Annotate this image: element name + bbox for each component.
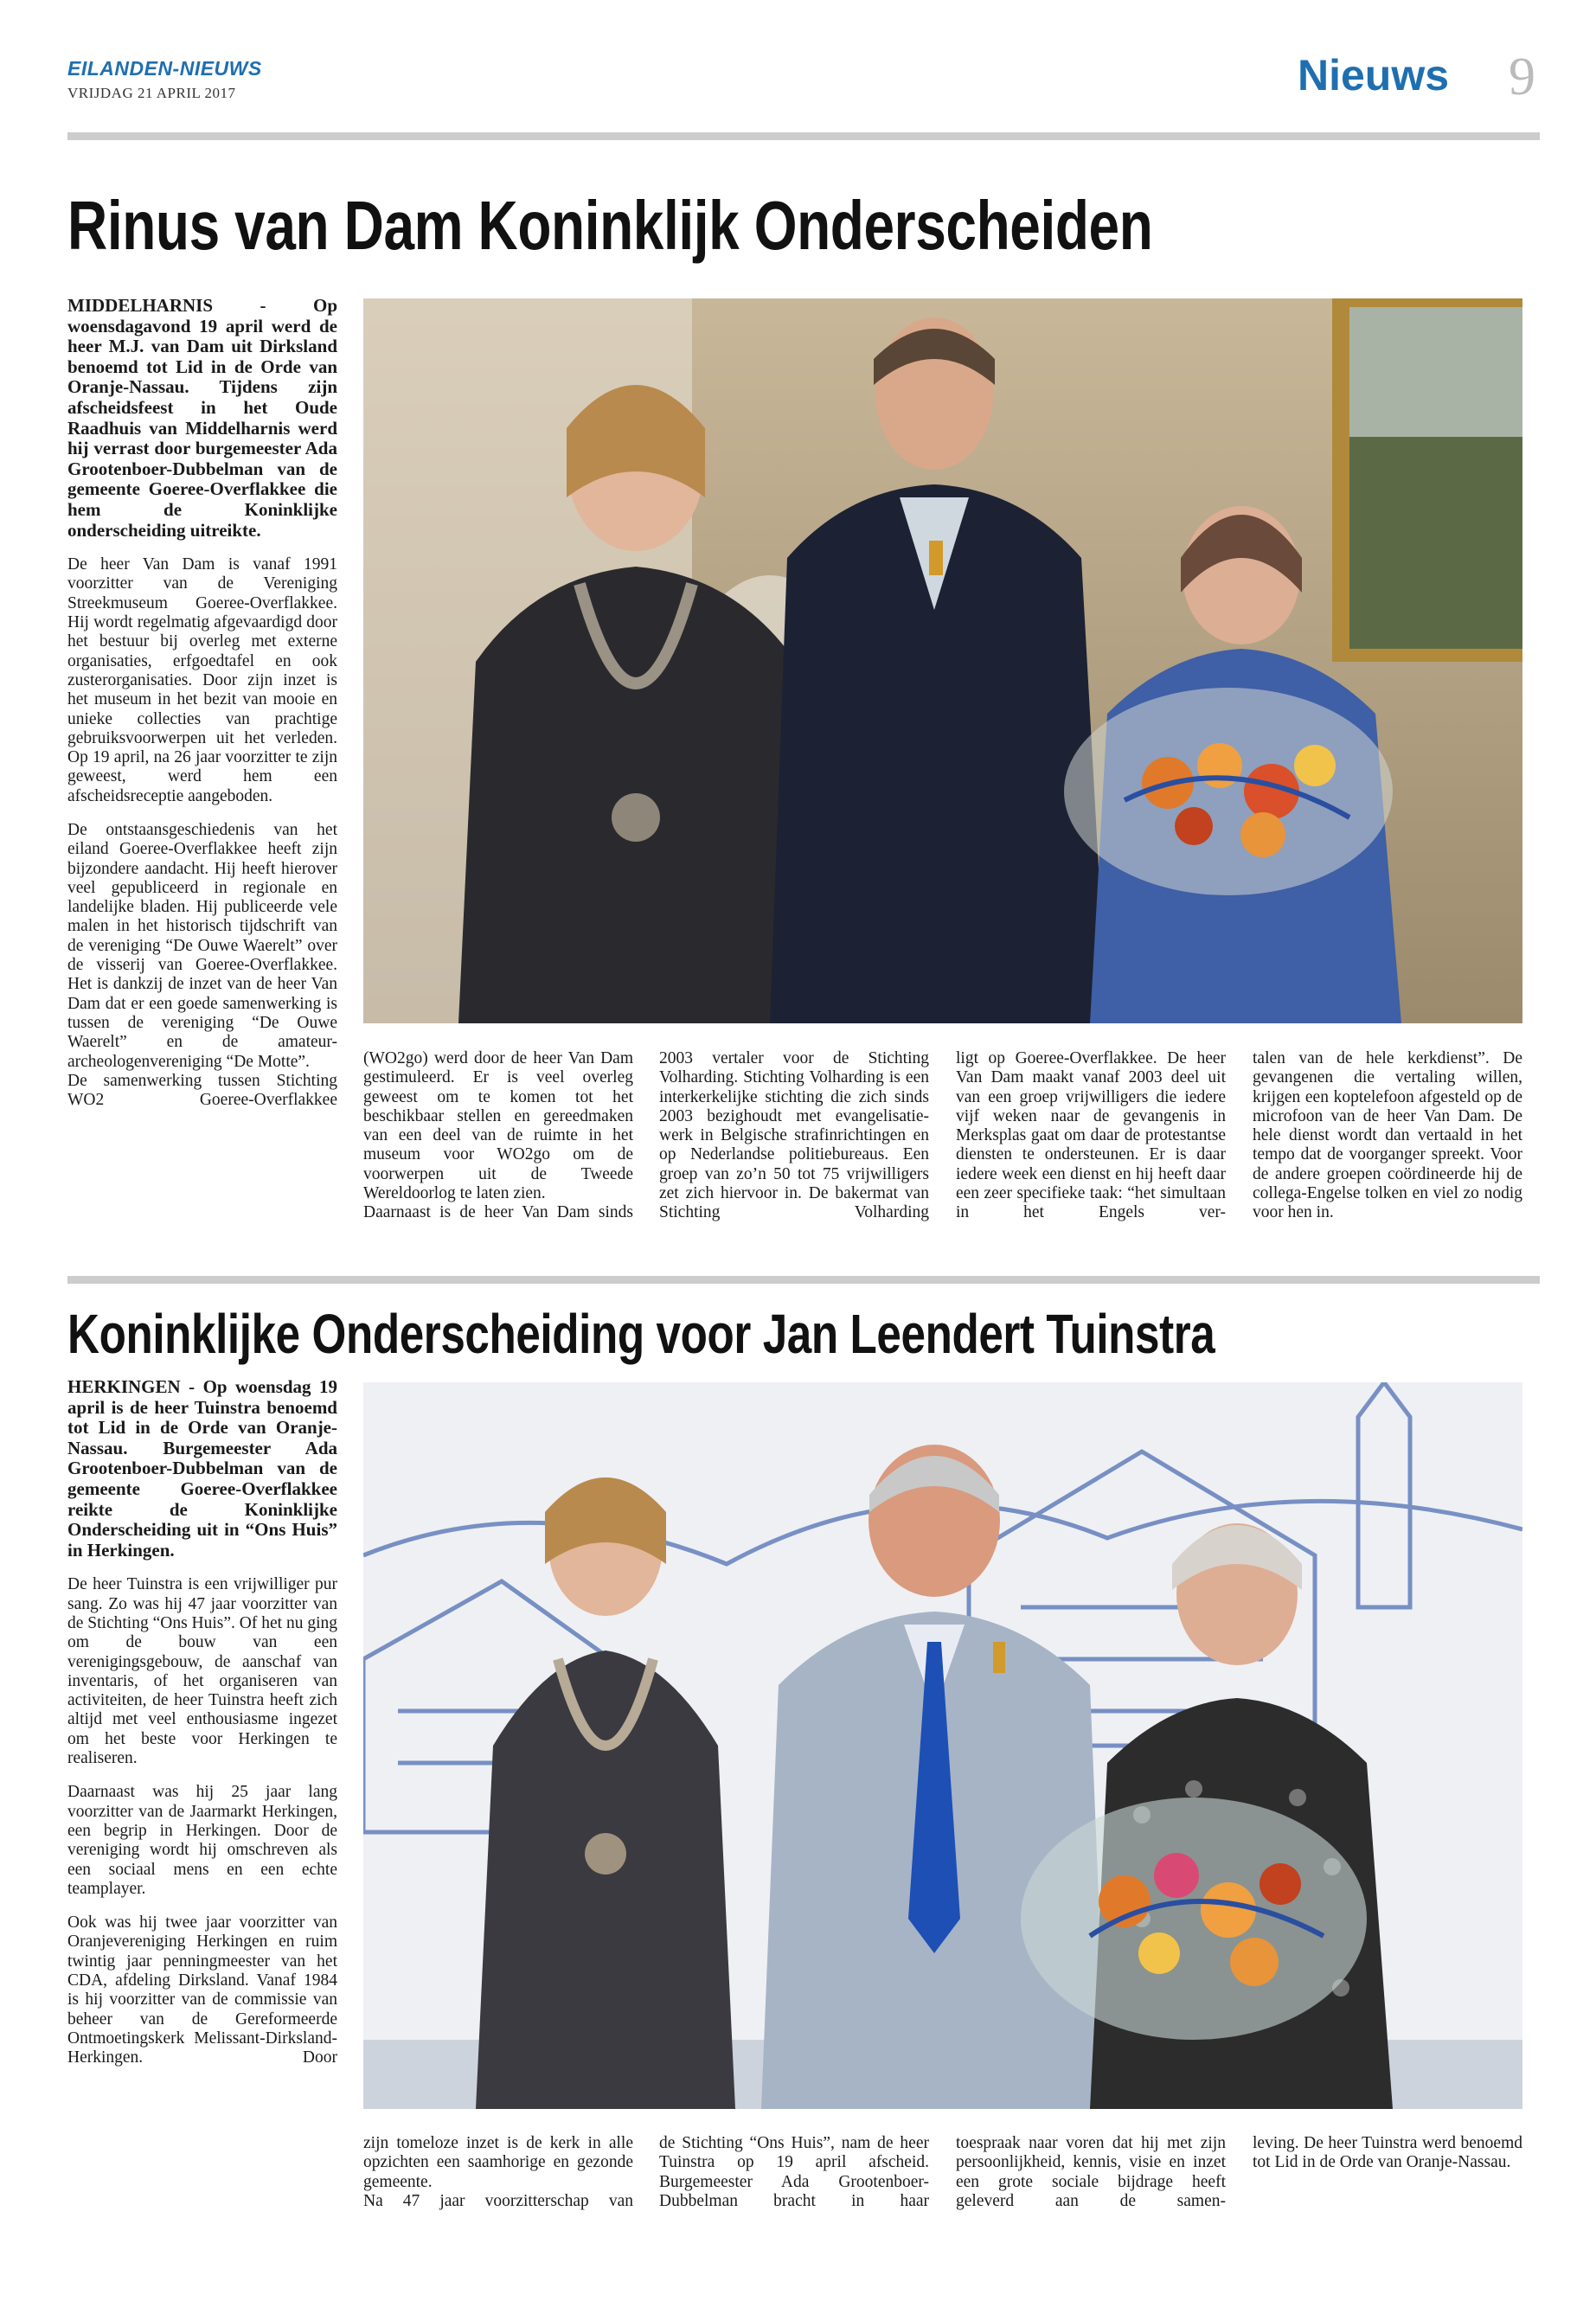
section-title: Nieuws — [1298, 51, 1450, 99]
article1-paragraph: De heer Van Dam is vanaf 1991 voorzitter van de Vereniging Streekmuseum Goeree-Overflakkee. Hij wordt regelmatig afgevaardigd door het bestuur bij overleg met externe organisaties, erfgoedtafel en ook zusterorganisaties. Door zijn inzet is het museum in het bezit van mooie en unieke collecties van prachtige gebruiksvoorwerpen uit het verleden. Op 19 april, na 26 jaar voorzitter te zijn geweest, werd hem een afscheidsreceptie aangeboden. — [67, 555, 337, 805]
article1-column-3: 2003 vertaler voor de Stichting Volharding. Stichting Volharding is een interkerkelijke stichting die zich sinds 2003 bezighoudt met evangelisatie-werk in Belgische strafinrichtingen en op Nederlandse politiebureaus. Een groep van zo’n 50 tot 75 vrijwilligers zet zich hiervoor in. De bakermat van Stichting Volharding — [659, 1049, 929, 1222]
article2-paragraph: Daarnaast was hij 25 jaar lang voorzitter van de Jaarmarkt Herkingen, een begrip in Herkingen. Door de vereniging wordt hij omschreven als een sociaal mens en een echte teamplayer. — [67, 1783, 337, 1898]
article1-column-5: talen van de hele kerkdienst”. De gevangenen die vertaling willen, krijgen een koptelefoon afgesteld op de microfoon van de heer Van Dam. De hele dienst wordt dan vertaald in het tempo dat de voorganger spreekt. Voor de andere groepen coördineerde hij de collega-Engelse tolken en viel zo nodig voor hen in. — [1253, 1049, 1522, 1222]
issue-date: VRIJDAG 21 APRIL 2017 — [67, 85, 236, 101]
article1-paragraph: De ontstaansgeschiedenis van het eiland Goeree-Overflakkee heeft zijn bijzondere aandacht. Hij heeft hierover veel gepubliceerd in regionale en landelijke bladen. Hij publiceerde vele malen in het historisch tijdschrift van de vereniging “De Ouwe Waerelt” over de visserij van Goeree-Overflakkee. Het is dankzij de inzet van de heer Van Dam dat er een goede samenwerking is tussen de vereniging “De Ouwe Waerelt” en de amateur-archeologenvereniging “De Motte”. — [67, 820, 337, 1071]
article2-column-1 — [67, 1377, 337, 2082]
article2-lead: HERKINGEN - Op woensdag 19 april is de heer Tuinstra benoemd tot Lid in de Orde van Oranje-Nassau. Burgemeester Ada Grootenboer-Dubbelman van de gemeente Goeree-Overflakkee reikte de Koninklijke Onderscheiding uit in “Ons Huis” in Herkingen. — [67, 1376, 337, 1561]
article2-photo — [363, 1382, 1522, 2109]
masthead-logo: EILANDEN-NIEUWS — [67, 57, 262, 80]
article1-paragraph: Daarnaast is de heer Van Dam sinds — [363, 1203, 633, 1222]
article1-column-4: ligt op Goeree-Overflakkee. De heer Van Dam maakt vanaf 2003 deel uit van een groep vrijwilligers die iedere vijf weken naar de gevangenis in Merksplas gaat om daar de protestantse diensten te ondersteunen. Er is daar iedere week een dienst en hij heeft daar een zeer specifieke taak: “het simultaan in het Engels ver- — [956, 1049, 1226, 1222]
article2-paragraph: Ook was hij twee jaar voorzitter van Oranjevereniging Herkingen en ruim twintig jaar penningmeester van het CDA, afdeling Dirksland. Vanaf 1984 is hij voorzitter van de commissie van beheer van de Gereformeerde Ontmoetingskerk Melissant-Dirksland-Herkingen. Door — [67, 1913, 337, 2067]
page-number: 9 — [1509, 48, 1535, 106]
article2-column-3: de Stichting “Ons Huis”, nam de heer Tuinstra op 19 april afscheid. Burgemeester Ada Grootenboer-Dubbelman bracht in haar — [659, 2134, 929, 2210]
article2-paragraph: Na 47 jaar voorzitterschap van — [363, 2191, 633, 2210]
article-divider — [67, 1276, 1540, 1284]
article1-column-1 — [67, 296, 337, 1125]
article1-paragraph: De samenwerking tussen Stichting WO2 Goeree-Overflakkee — [67, 1071, 337, 1110]
article1-column-2 — [363, 1049, 633, 1223]
article2-headline: Koninklijke Onderscheiding voor Jan Leendert Tuinstra — [67, 1303, 1215, 1365]
article2-paragraph: De heer Tuinstra is een vrijwilliger pur sang. Zo was hij 47 jaar voorzitter van de Stichting “Ons Huis”. Of het nu ging om de bouw van een verenigingsgebouw, de aanschaf van inventaris, of het organiseren van activiteiten, de heer Tuinstra heeft zich altijd met veel enthousiasme ingezet om het beste voor Herkingen te realiseren. — [67, 1575, 337, 1768]
article2-paragraph: zijn tomeloze inzet is de kerk in alle opzichten een saamhorige en gezonde gemeente. — [363, 2134, 633, 2191]
article2-column-5: leving. De heer Tuinstra werd benoemd tot Lid in de Orde van Oranje-Nassau. — [1253, 2134, 1522, 2172]
article2-column-2 — [363, 2134, 633, 2211]
article1-photo — [363, 298, 1522, 1023]
article1-lead: MIDDELHARNIS - Op woensdagavond 19 april werd de heer M.J. van Dam uit Dirksland benoemd tot Lid in de Orde van Oranje-Nassau. Tijdens zijn afscheidsfeest in het Oude Raadhuis van Middelharnis werd hij verrast door burgemeester Ada Grootenboer-Dubbelman van de gemeente Goeree-Overflakkee die hem de Koninklijke onderscheiding uitreikte. — [67, 295, 337, 541]
article2-column-4: toespraak naar voren dat hij met zijn persoonlijkheid, kennis, visie en inzet een grote sociale bijdrage heeft geleverd aan de samen- — [956, 2134, 1226, 2210]
top-rule — [67, 132, 1540, 140]
article1-paragraph: (WO2go) werd door de heer Van Dam gestimuleerd. Er is veel overleg geweest om te komen tot het beschikbaar stellen en gereedmaken van een deel van de ruimte in het museum voor WO2go om de voorwerpen uit de Tweede Wereldoorlog te laten zien. — [363, 1049, 633, 1203]
article1-headline: Rinus van Dam Koninklijk Onderscheiden — [67, 187, 1153, 264]
